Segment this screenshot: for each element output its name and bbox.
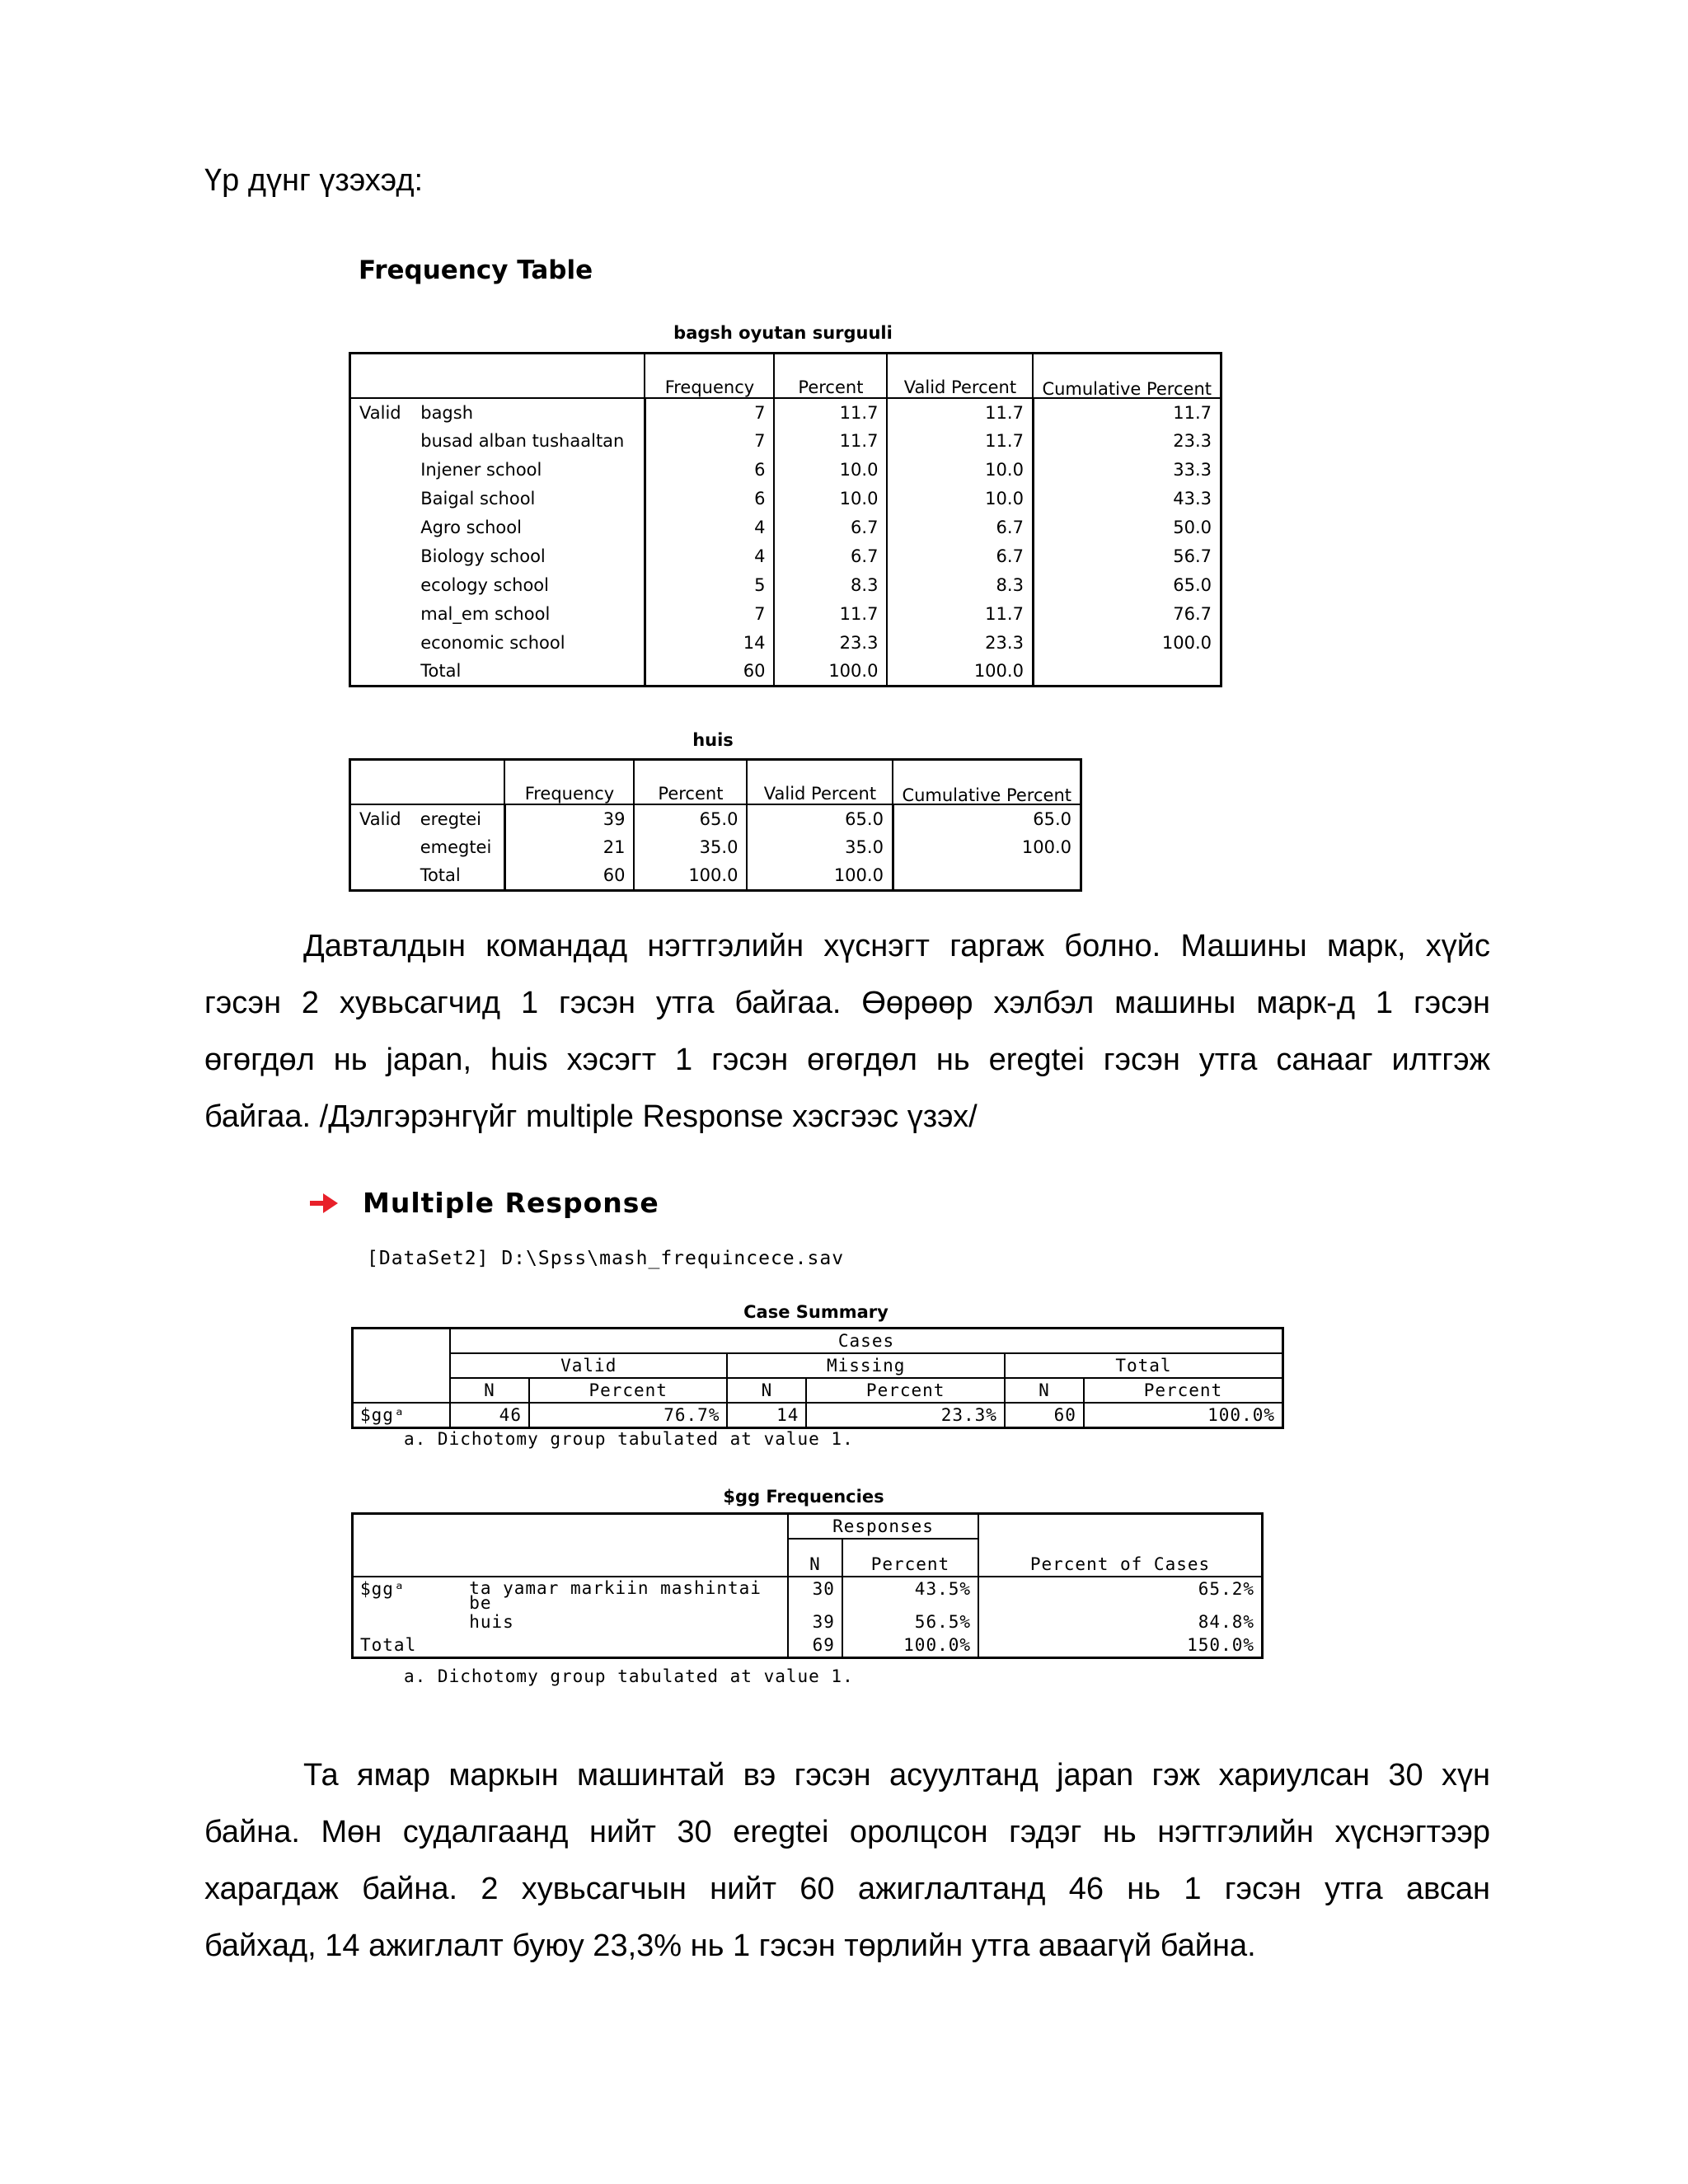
cases-header: Cases [450,1329,1283,1354]
table-row [350,804,1081,833]
header-blank [350,354,645,398]
paragraph-line: байгаа. /Дэлгэрэнгүйг multiple Response хэсгээс үзэх/ [204,1099,978,1134]
total-n: 69 [788,1633,842,1658]
table-row [350,398,1221,427]
valid-header: Valid [450,1353,727,1378]
valid-percent-cell: 6.7 [887,513,1033,542]
row-label: bagsh [420,402,474,423]
cumulative-percent-cell: 100.0 [1033,629,1221,658]
paragraph-line: байхад, 14 ажиглалт буюу 23,3% нь 1 гэсэн төрлийн утга аваагүй байна. [204,1929,1256,1963]
cumulative-percent-cell: 65.0 [893,804,1081,833]
dataset-path: [DataSet2] D:\Spss\mash_frequincece.sav [367,1248,845,1269]
frequency-table-huis [349,758,1082,892]
row-label: Biology school [420,546,546,566]
response-percent: 56.5% [842,1610,978,1633]
row-label: ta yamar markiin mashintai be [469,1578,762,1613]
n-header: N [450,1378,529,1403]
percent-of-cases-header: Percent of Cases [978,1514,1262,1577]
table-row [350,862,1081,891]
percent-cell: 65.0 [634,804,747,833]
page-heading: Үр дүнг үзэхэд: [204,163,424,198]
n-header: N [727,1378,806,1403]
table-caption-bagsh: bagsh oyutan surguuli [673,323,893,343]
frequency-cell: 7 [645,427,774,456]
percent-header: Percent [842,1539,978,1577]
frequency-table-title: Frequency Table [359,255,593,285]
blank-cell [353,1610,463,1633]
cumulative-percent-cell [1033,658,1221,687]
col-percent: Percent [634,760,747,804]
frequency-cell: 6 [645,456,774,485]
group-label [350,513,413,542]
table-row [350,427,1221,456]
group-label: $ggᵃ [360,1579,406,1599]
valid-percent-cell: 11.7 [887,600,1033,629]
col-frequency: Frequency [504,760,634,804]
gg-frequencies-table [351,1512,1264,1659]
percent-cell: 10.0 [774,456,887,485]
paragraph-line: байна. Мөн судалгаанд нийт 30 eregtei оролцсон гэдэг нь нэгтгэлийн хүснэгтээр [204,1815,1490,1849]
missing-n: 14 [727,1403,806,1428]
percent-of-cases: 84.8% [978,1610,1262,1633]
percent-cell: 11.7 [774,398,887,427]
col-cumulative-percent: Cumulative Percent [893,760,1081,804]
cumulative-percent-cell: 23.3 [1033,427,1221,456]
row-label: Injener school [420,460,542,480]
col-valid-percent: Valid Percent [747,760,893,804]
frequency-cell: 21 [504,833,634,862]
valid-percent-cell: 35.0 [747,833,893,862]
group-label [350,658,413,687]
percent-cell: 10.0 [774,485,887,513]
valid-percent-cell: 6.7 [887,542,1033,571]
paragraph-line: харагдаж байна. 2 хувьсагчын нийт 60 ажиглалтанд 46 нь 1 гэсэн утга авсан [204,1872,1490,1906]
table-caption-huis: huis [692,730,734,750]
group-label [350,542,413,571]
col-valid-percent: Valid Percent [887,354,1033,398]
cumulative-percent-cell: 76.7 [1033,600,1221,629]
valid-percent-cell: 11.7 [887,427,1033,456]
gg-frequencies-caption: $gg Frequencies [723,1487,884,1507]
frequency-cell: 6 [645,485,774,513]
group-label [350,456,413,485]
percent-of-cases: 65.2% [978,1577,1262,1610]
cumulative-percent-cell: 100.0 [893,833,1081,862]
case-summary-table [351,1327,1284,1429]
blank-cell [353,1514,789,1577]
percent-cell: 35.0 [634,833,747,862]
group-label [350,571,413,600]
frequency-cell: 5 [645,571,774,600]
paragraph-line: гэсэн 2 хувьсагчид 1 гэсэн утга байгаа. Өөрөөр хэлбэл машины марк-д 1 гэсэн [204,986,1490,1020]
paragraph-line: өгөгдөл нь japan, huis хэсэгт 1 гэсэн өгөгдөл нь eregtei гэсэн утга санааг илтгэж [204,1043,1490,1077]
n-header: N [788,1539,842,1577]
cumulative-percent-cell: 11.7 [1033,398,1221,427]
right-arrow-icon [310,1193,338,1213]
row-label: Agro school [420,518,522,537]
col-frequency: Frequency [645,354,774,398]
row-label: emegtei [420,837,492,857]
missing-percent: 23.3% [806,1403,1005,1428]
table-row [350,542,1221,571]
frequency-cell: 60 [504,862,634,891]
valid-n: 46 [450,1403,529,1428]
footnote: a. Dichotomy group tabulated at value 1. [404,1666,854,1686]
percent-header: Percent [529,1378,728,1403]
blank-cell [353,1329,451,1404]
case-summary-caption: Case Summary [743,1302,889,1322]
valid-percent: 76.7% [529,1403,728,1428]
cumulative-percent-cell: 33.3 [1033,456,1221,485]
table-row [350,600,1221,629]
response-percent: 43.5% [842,1577,978,1610]
missing-header: Missing [727,1353,1004,1378]
total-percent: 100.0% [1084,1403,1283,1428]
total-label: Total [360,1635,417,1655]
paragraph-conclusion [204,1747,1490,1975]
cumulative-percent-cell: 56.7 [1033,542,1221,571]
table-row [350,485,1221,513]
valid-percent-cell: 23.3 [887,629,1033,658]
frequency-cell: 39 [504,804,634,833]
percent-cell: 11.7 [774,600,887,629]
group-label [350,629,413,658]
row-label: ecology school [420,575,549,595]
row-label: economic school [420,633,565,653]
group-label [350,600,413,629]
valid-percent-cell: 100.0 [747,862,893,891]
frequency-table-bagsh [349,352,1222,687]
table-row [350,513,1221,542]
group-label: Valid [359,808,401,829]
valid-percent-cell: 10.0 [887,456,1033,485]
response-n: 30 [788,1577,842,1610]
paragraph-line: Давталдын командад нэгтгэлийн хүснэгт гаргаж болно. Машины марк, хүйс [303,929,1490,963]
footnote: a. Dichotomy group tabulated at value 1. [404,1429,854,1449]
group-label [350,862,412,891]
paragraph-line: Та ямар маркын машинтай вэ гэсэн асуултанд japan гэж хариулсан 30 хүн [303,1758,1490,1793]
col-percent: Percent [774,354,887,398]
group-label: Valid [359,402,401,423]
percent-cell: 6.7 [774,513,887,542]
frequency-cell: 4 [645,513,774,542]
total-header: Total [1005,1353,1283,1378]
total-n: 60 [1005,1403,1084,1428]
n-header: N [1005,1378,1084,1403]
percent-header: Percent [1084,1378,1283,1403]
row-label: mal_em school [420,604,551,624]
row-label: busad alban tushaaltan [420,431,625,451]
row-label: Total [420,661,462,682]
header-blank [350,760,505,804]
group-label [350,427,413,456]
table-row [350,456,1221,485]
frequency-cell: 14 [645,629,774,658]
percent-header: Percent [806,1378,1005,1403]
total-percent-of-cases: 150.0% [978,1633,1262,1658]
frequency-cell: 4 [645,542,774,571]
percent-cell: 11.7 [774,427,887,456]
table-row [350,571,1221,600]
valid-percent-cell: 8.3 [887,571,1033,600]
row-label: Total [420,865,461,886]
total-percent: 100.0% [842,1633,978,1658]
row-label: eregtei [420,808,482,829]
percent-cell: 8.3 [774,571,887,600]
group-label [350,833,412,862]
col-cumulative-percent: Cumulative Percent [1033,354,1221,398]
frequency-cell: 7 [645,600,774,629]
cumulative-percent-cell: 65.0 [1033,571,1221,600]
valid-percent-cell: 11.7 [887,398,1033,427]
valid-percent-cell: 100.0 [887,658,1033,687]
table-row [350,833,1081,862]
response-n: 39 [788,1610,842,1633]
row-label: huis [469,1612,514,1632]
cumulative-percent-cell: 50.0 [1033,513,1221,542]
responses-header: Responses [788,1514,978,1540]
row-label: $ggᵃ [360,1405,406,1425]
cumulative-percent-cell [893,862,1081,891]
percent-cell: 100.0 [634,862,747,891]
frequency-cell: 60 [645,658,774,687]
paragraph-davtaltiin [204,918,1490,1146]
row-label: Baigal school [420,489,536,509]
table-row [350,629,1221,658]
frequency-cell: 7 [645,398,774,427]
table-row [350,658,1221,687]
valid-percent-cell: 10.0 [887,485,1033,513]
valid-percent-cell: 65.0 [747,804,893,833]
cumulative-percent-cell: 43.3 [1033,485,1221,513]
group-label [350,485,413,513]
percent-cell: 100.0 [774,658,887,687]
percent-cell: 23.3 [774,629,887,658]
multiple-response-title: Multiple Response [363,1187,659,1219]
percent-cell: 6.7 [774,542,887,571]
